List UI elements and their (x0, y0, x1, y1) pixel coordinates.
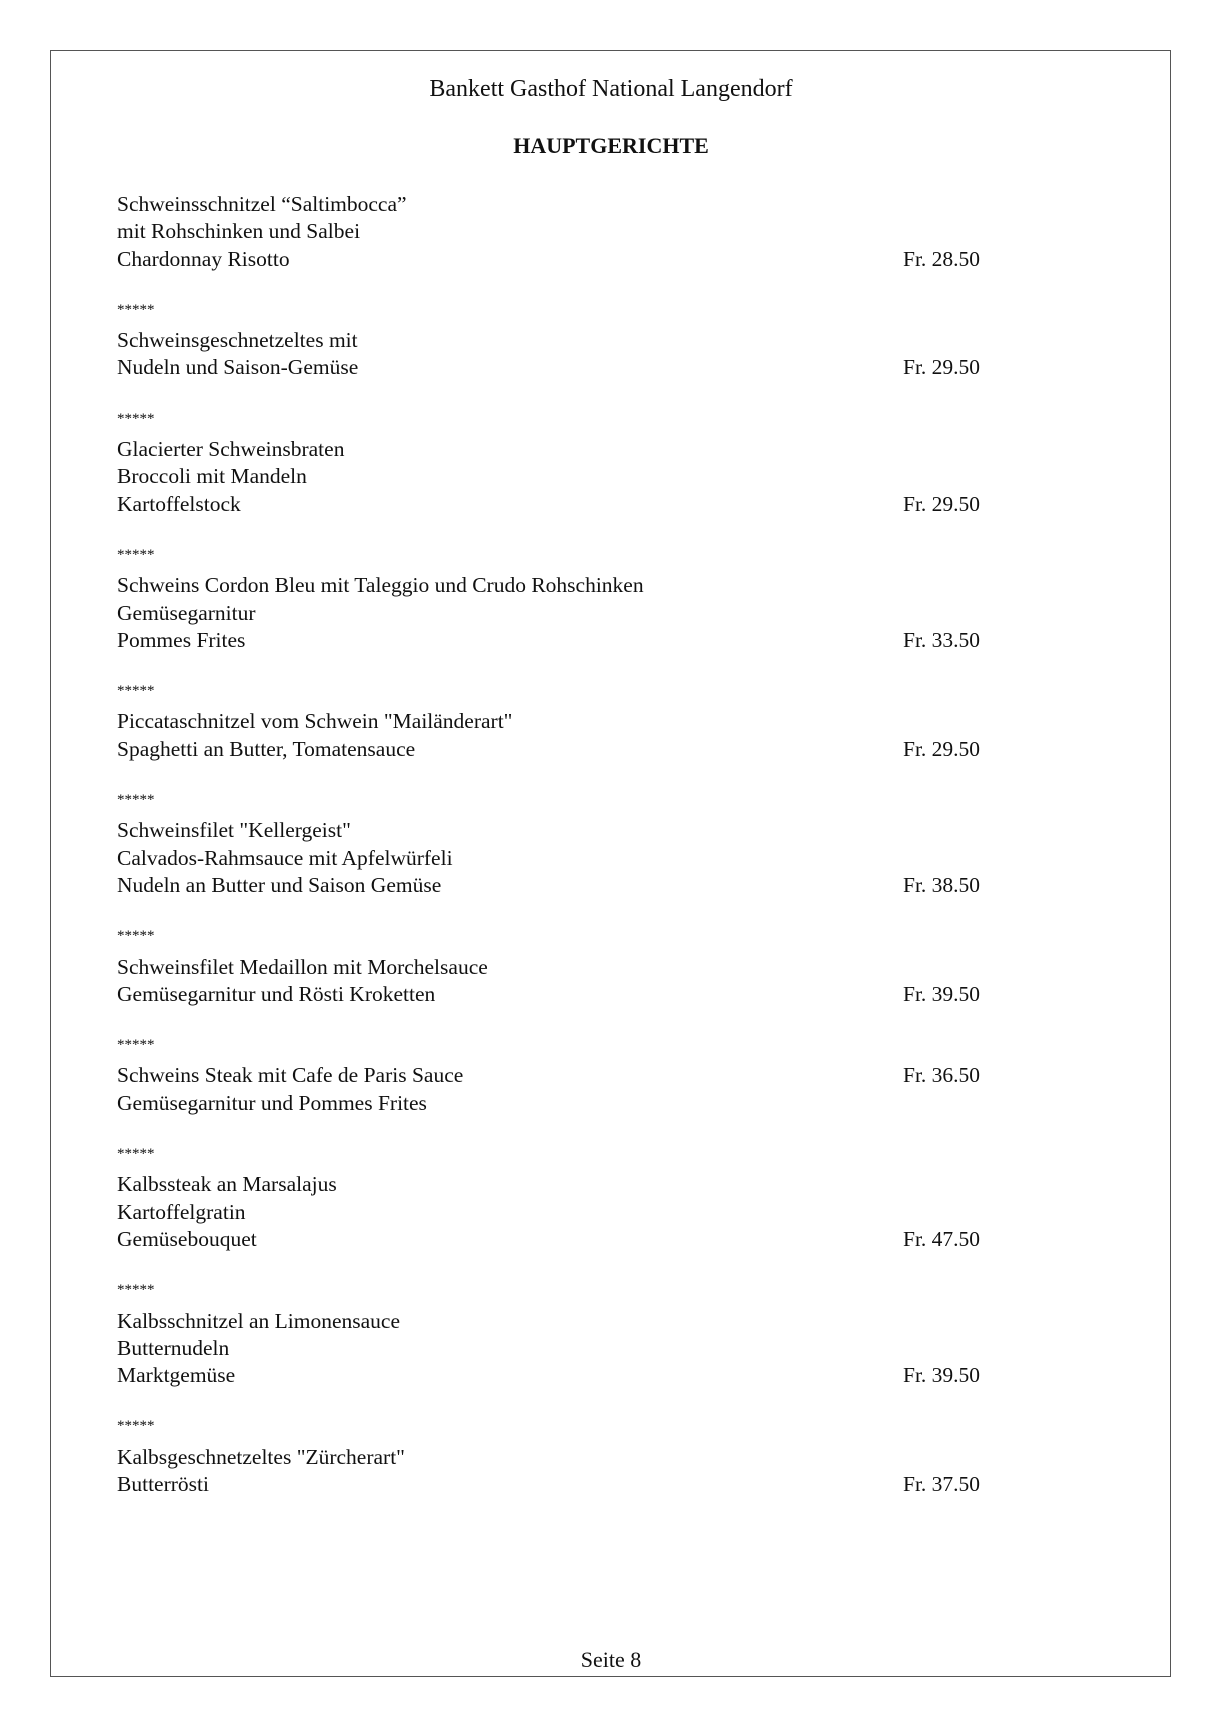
menu-item (117, 436, 1017, 518)
menu-item-line (117, 327, 1017, 354)
menu-item-line (117, 1226, 1017, 1253)
dish-description: Gemüsegarnitur und Pommes Frites (117, 1090, 427, 1115)
dish-description: Marktgemüse (117, 1363, 236, 1388)
section-heading: HAUPTGERICHTE (513, 133, 709, 158)
menu-item-line (117, 1335, 1017, 1362)
separator-stars: ***** (117, 301, 155, 318)
menu-item-line (117, 708, 1017, 735)
menu-item-line (117, 572, 1017, 599)
menu-item-line (117, 354, 1017, 381)
dish-description: Schweinsgeschnetzeltes mit (117, 328, 358, 353)
dish-description: Kalbsschnitzel an Limonensauce (117, 1308, 400, 1333)
document-title: Bankett Gasthof National Langendorf (429, 76, 793, 102)
dish-description: Gemüsegarnitur (117, 600, 256, 625)
separator-stars: ***** (117, 546, 155, 563)
dish-description: Spaghetti an Butter, Tomatensauce (117, 736, 416, 761)
dish-description: Nudeln und Saison-Gemüse (117, 355, 359, 380)
dish-description: mit Rohschinken und Salbei (117, 219, 361, 244)
menu-list (117, 191, 1017, 1498)
menu-item-line (117, 1199, 1017, 1226)
menu-item (117, 1062, 1017, 1117)
dish-description: Butterrösti (117, 1471, 209, 1496)
menu-item-line (117, 1171, 1017, 1198)
menu-item-line (117, 1090, 1017, 1117)
dish-price: Fr. 33.50 (903, 627, 981, 652)
menu-item-line (117, 1308, 1017, 1335)
dish-description: Kartoffelgratin (117, 1199, 246, 1224)
dish-description: Schweinsfilet Medaillon mit Morchelsauce (117, 954, 488, 979)
menu-item (117, 1171, 1017, 1253)
dish-description: Kartoffelstock (117, 491, 241, 516)
separator-stars: ***** (117, 1037, 155, 1054)
separator-stars: ***** (117, 683, 155, 700)
menu-item (117, 191, 1017, 273)
menu-item-line (117, 1444, 1017, 1471)
dish-price: Fr. 29.50 (903, 736, 981, 761)
dish-price: Fr. 47.50 (903, 1226, 981, 1251)
menu-item (117, 817, 1017, 899)
dish-description: Kalbssteak an Marsalajus (117, 1172, 337, 1197)
menu-item-line (117, 954, 1017, 981)
dish-description: Schweinsfilet "Kellergeist" (117, 818, 351, 843)
dish-price: Fr. 39.50 (903, 981, 981, 1006)
menu-item-line (117, 1062, 1017, 1089)
dish-price: Fr. 36.50 (903, 1063, 981, 1088)
dish-description: Butternudeln (117, 1335, 230, 1360)
separator-stars: ***** (117, 792, 155, 809)
dish-description: Pommes Frites (117, 627, 246, 652)
menu-item (117, 954, 1017, 1009)
dish-description: Piccataschnitzel vom Schwein "Mailänderart" (117, 709, 513, 734)
menu-item-line (117, 191, 1017, 218)
dish-description: Chardonnay Risotto (117, 246, 290, 271)
menu-item-line (117, 246, 1017, 273)
page-number: Seite 8 (580, 1647, 642, 1672)
separator-stars: ***** (117, 410, 155, 427)
separator-stars: ***** (117, 928, 155, 945)
dish-description: Calvados-Rahmsauce mit Apfelwürfeli (117, 845, 453, 870)
separator-stars: ***** (117, 1418, 155, 1435)
menu-item (117, 327, 1017, 382)
dish-description: Gemüsegarnitur und Rösti Kroketten (117, 981, 436, 1006)
dish-price: Fr. 29.50 (903, 355, 981, 380)
menu-item-line (117, 817, 1017, 844)
menu-item (117, 1444, 1017, 1499)
dish-price: Fr. 38.50 (903, 872, 981, 897)
menu-item (117, 572, 1017, 654)
dish-price: Fr. 28.50 (903, 246, 981, 271)
dish-description: Schweins Steak mit Cafe de Paris Sauce (117, 1063, 464, 1088)
dish-description: Kalbsgeschnetzeltes "Zürcherart" (117, 1444, 405, 1469)
dish-price: Fr. 29.50 (903, 491, 981, 516)
dish-description: Schweins Cordon Bleu mit Taleggio und Crudo Rohschinken (117, 573, 644, 598)
dish-price: Fr. 39.50 (903, 1363, 981, 1388)
menu-item (117, 708, 1017, 763)
menu-item-line (117, 845, 1017, 872)
dish-price: Fr. 37.50 (903, 1471, 981, 1496)
menu-item-line (117, 436, 1017, 463)
menu-item-line (117, 218, 1017, 245)
dish-description: Nudeln an Butter und Saison Gemüse (117, 872, 442, 897)
menu-item-line (117, 463, 1017, 490)
menu-item-line (117, 872, 1017, 899)
menu-item-line (117, 1362, 1017, 1389)
dish-description: Schweinsschnitzel “Saltimbocca” (117, 192, 407, 216)
separator-stars: ***** (117, 1146, 155, 1163)
menu-item-line (117, 981, 1017, 1008)
dish-description: Gemüsebouquet (117, 1226, 257, 1251)
menu-item-line (117, 491, 1017, 518)
menu-item-line (117, 1471, 1017, 1498)
separator-stars: ***** (117, 1282, 155, 1299)
menu-item-line (117, 600, 1017, 627)
menu-item (117, 1308, 1017, 1390)
dish-description: Glacierter Schweinsbraten (117, 437, 345, 462)
menu-item-line (117, 627, 1017, 654)
menu-item-line (117, 736, 1017, 763)
dish-description: Broccoli mit Mandeln (117, 464, 307, 489)
